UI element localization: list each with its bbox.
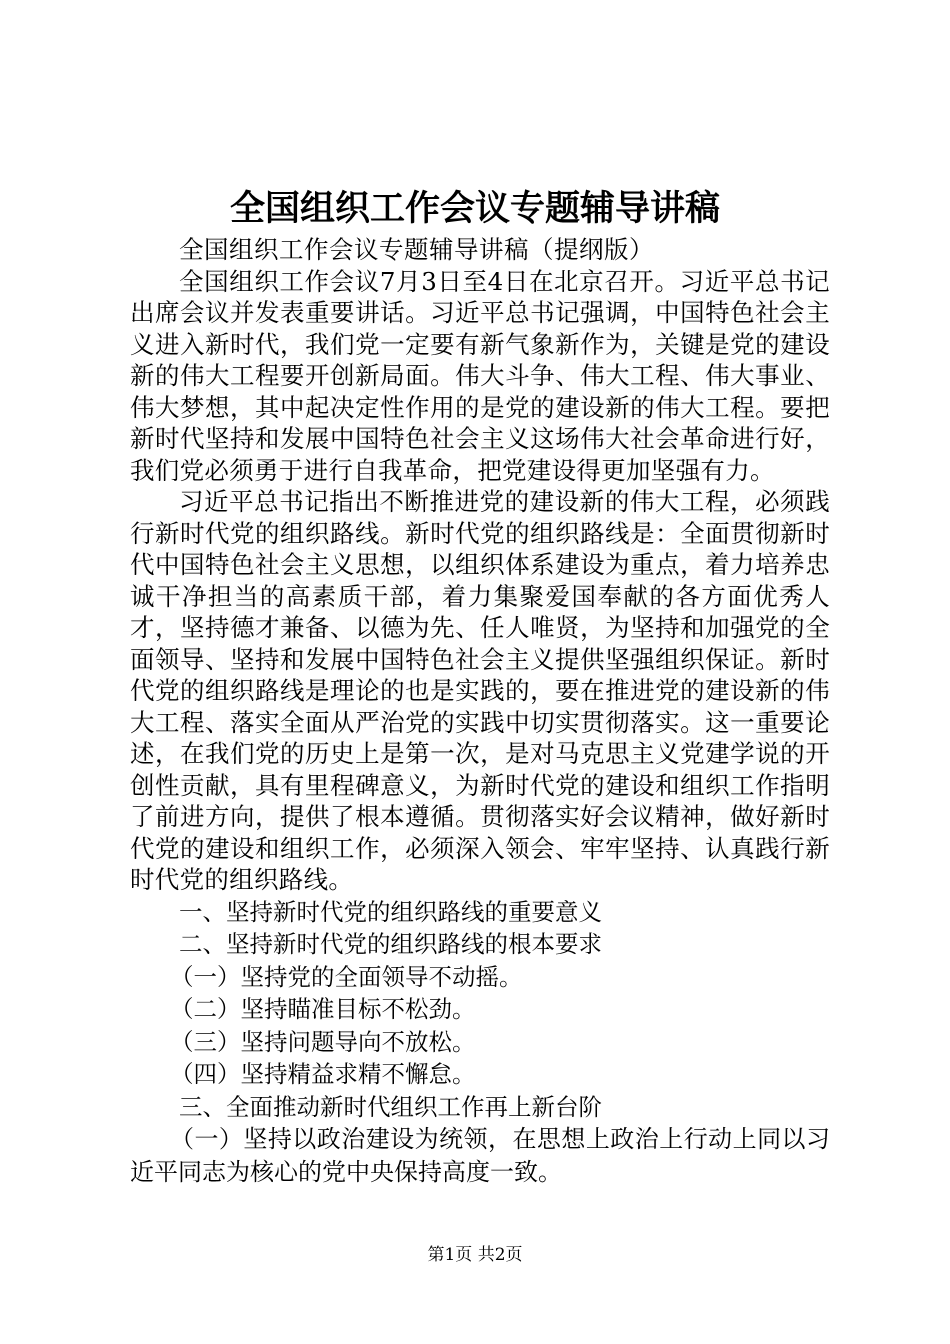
document-subtitle: 全国组织工作会议专题辅导讲稿（提纲版） <box>179 235 654 264</box>
outline-item: （一）坚持党的全面领导不动摇。 <box>170 962 523 991</box>
outline-item: （二）坚持瞄准目标不松劲。 <box>170 995 476 1023</box>
outline-item: （四）坚持精益求精不懈怠。 <box>170 1060 476 1088</box>
document-title: 全国组织工作会议专题辅导讲稿 <box>229 189 720 229</box>
body-paragraph: 全国组织工作会议7月3日至4日在北京召开。习近平总书记出席会议并发表重要讲话。习近平总书记强调，中国特色社会主义进入新时代，我们党一定要有新气象新作为，关键是党的建设新的伟大工程要开创新局面。伟大斗争、伟大工程、伟大事业、伟大梦想，其中起决定性作用的是党的建设新的伟大工程。要把新时代坚持和发展中国特色社会主义这场伟大社会革命进行好，我们党必须勇于进行自我革命，把党建设得更加坚强有力。 <box>130 266 830 485</box>
outline-item: （三）坚持问题导向不放松。 <box>170 1027 476 1056</box>
section-heading: 一、坚持新时代党的组织路线的重要意义 <box>179 897 602 926</box>
section-heading: 二、坚持新时代党的组织路线的根本要求 <box>179 930 602 958</box>
outline-item: （一）坚持以政治建设为统领，在思想上政治上行动上同以习近平同志为核心的党中央保持高度一致。 <box>130 1125 830 1186</box>
page-footer: 第1页 共2页 <box>427 1245 523 1265</box>
document-body <box>130 234 830 1188</box>
section-heading: 三、全面推动新时代组织工作再上新台阶 <box>179 1092 602 1121</box>
body-paragraph: 习近平总书记指出不断推进党的建设新的伟大工程，必须践行新时代党的组织路线。新时代党的组织路线是：全面贯彻新时代中国特色社会主义思想，以组织体系建设为重点，着力培养忠诚干净担当的高素质干部，着力集聚爱国奉献的各方面优秀人才，坚持德才兼备、以德为先、任人唯贤，为坚持和加强党的全面领导、坚持和发展中国特色社会主义提供坚强组织保证。新时代党的组织路线是理论的也是实践的，要在推进党的建设新的伟大工程、落实全面从严治党的实践中切实贯彻落实。这一重要论述，在我们党的历史上是第一次，是对马克思主义党建学说的开创性贡献，具有里程碑意义，为新时代党的建设和组织工作指明了前进方向，提供了根本遵循。贯彻落实好会议精神，做好新时代党的建设和组织工作，必须深入领会、牢牢坚持、认真践行新时代党的组织路线。 <box>130 487 830 894</box>
